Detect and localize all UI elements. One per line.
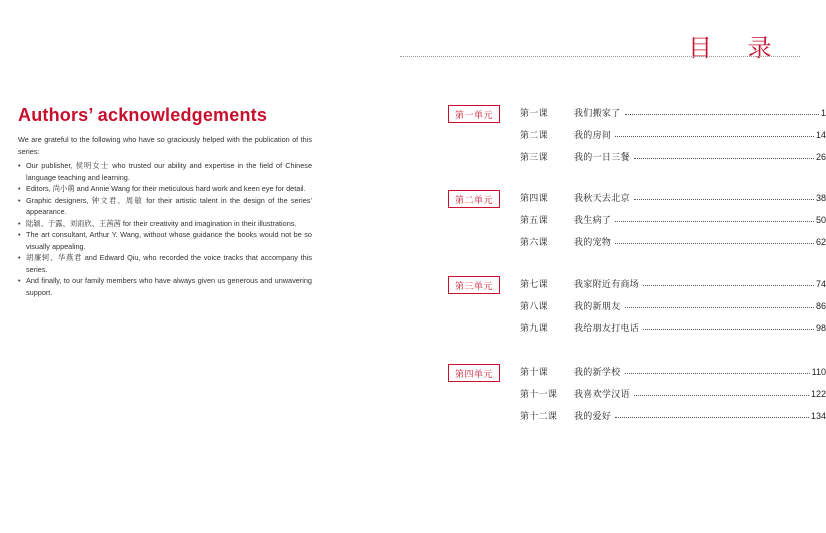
lesson-title: 我的房间 — [574, 131, 612, 141]
acknowledgements-intro: We are grateful to the following who have so graciously helped with the publication of this series: — [18, 135, 312, 156]
lesson-page-number: 74 — [815, 279, 826, 289]
lesson-number: 第九课 — [520, 324, 548, 334]
toc-lesson-row[interactable] — [520, 365, 826, 379]
lesson-title: 我的新朋友 — [574, 302, 621, 312]
acknowledgement-item: • And finally, to our family members who have always given us generous and unwavering support. — [18, 275, 312, 298]
lesson-number: 第一课 — [520, 109, 548, 119]
toc-lesson-row[interactable] — [520, 387, 826, 401]
acknowledgements-title: Authors’ acknowledgements — [18, 105, 268, 125]
lesson-title: 我喜欢学汉语 — [574, 390, 630, 400]
lesson-title: 我的爱好 — [574, 412, 612, 422]
lesson-title: 我的一日三餐 — [574, 153, 630, 163]
toc-lesson-row[interactable] — [520, 150, 826, 164]
dot-leader — [634, 395, 809, 396]
lesson-number: 第三课 — [520, 153, 548, 163]
lesson-number: 第五课 — [520, 216, 548, 226]
acknowledgement-item: • 陆颖、于露、刘雨欣、王茜茜 for their creativity and imagination in their illustrations. — [18, 218, 312, 230]
lesson-page-number: 14 — [815, 130, 826, 140]
toc-lesson-row[interactable] — [520, 409, 826, 423]
unit-label: 第二单元 — [448, 190, 500, 208]
lesson-number: 第十课 — [520, 368, 548, 378]
toc-lesson-row[interactable] — [520, 106, 826, 120]
dot-leader — [625, 307, 814, 308]
lesson-page-number: 1 — [820, 108, 826, 118]
lesson-page-number: 62 — [815, 237, 826, 247]
acknowledgement-item: • Editors, 尚小萌 and Annie Wang for their meticulous hard work and keen eye for detail. — [18, 183, 312, 195]
lesson-title: 我的新学校 — [574, 368, 621, 378]
lesson-title: 我的宠物 — [574, 238, 612, 248]
lesson-number: 第四课 — [520, 194, 548, 204]
lesson-page-number: 110 — [811, 367, 826, 377]
lesson-number: 第十一课 — [520, 390, 558, 400]
dot-leader — [615, 417, 809, 418]
dot-leader — [634, 158, 814, 159]
dot-leader — [634, 199, 814, 200]
lesson-page-number: 38 — [815, 193, 826, 203]
lesson-page-number: 26 — [815, 152, 826, 162]
dot-leader — [615, 136, 814, 137]
lesson-number: 第八课 — [520, 302, 548, 312]
dot-leader — [643, 329, 814, 330]
toc-lesson-row[interactable] — [520, 235, 826, 249]
toc-lesson-row[interactable] — [520, 321, 826, 335]
lesson-title: 我们搬家了 — [574, 109, 621, 119]
lesson-title: 我秋天去北京 — [574, 194, 630, 204]
unit-label: 第三单元 — [448, 276, 500, 294]
dot-leader — [615, 243, 814, 244]
lesson-page-number: 122 — [810, 389, 826, 399]
lesson-number: 第七课 — [520, 280, 548, 290]
lesson-page-number: 50 — [815, 215, 826, 225]
acknowledgement-item: • Graphic designers, 钟文君、周敏 for their artistic talent in the design of the series’ appearance. — [18, 195, 312, 218]
lesson-page-number: 98 — [815, 323, 826, 333]
dot-leader — [643, 285, 814, 286]
lesson-number: 第六课 — [520, 238, 548, 248]
lesson-number: 第十二课 — [520, 412, 558, 422]
toc-lesson-row[interactable] — [520, 191, 826, 205]
toc-lesson-row[interactable] — [520, 128, 826, 142]
toc-lesson-row[interactable] — [520, 299, 826, 313]
unit-label: 第一单元 — [448, 105, 500, 123]
lesson-number: 第二课 — [520, 131, 548, 141]
acknowledgement-item: • Our publisher, 侯明女士 who trusted our ability and expertise in the field of Chinese language teaching and learning. — [18, 160, 312, 183]
toc-lesson-row[interactable] — [520, 277, 826, 291]
lesson-title: 我家附近有商场 — [574, 280, 640, 290]
toc-lesson-row[interactable] — [520, 213, 826, 227]
unit-label: 第四单元 — [448, 364, 500, 382]
lesson-title: 我生病了 — [574, 216, 612, 226]
lesson-title: 我给朋友打电话 — [574, 324, 640, 334]
dot-leader — [615, 221, 814, 222]
lesson-page-number: 134 — [810, 411, 826, 421]
toc-title: 目 录 — [688, 34, 786, 62]
lesson-page-number: 86 — [815, 301, 826, 311]
acknowledgement-item: • 胡廉轲、华燕君 and Edward Qiu, who recorded the voice tracks that accompany this series. — [18, 252, 312, 275]
acknowledgement-item: • The art consultant, Arthur Y. Wang, without whose guidance the books would not be so visually appealing. — [18, 229, 312, 252]
dot-leader — [625, 114, 819, 115]
dot-leader — [625, 373, 810, 374]
